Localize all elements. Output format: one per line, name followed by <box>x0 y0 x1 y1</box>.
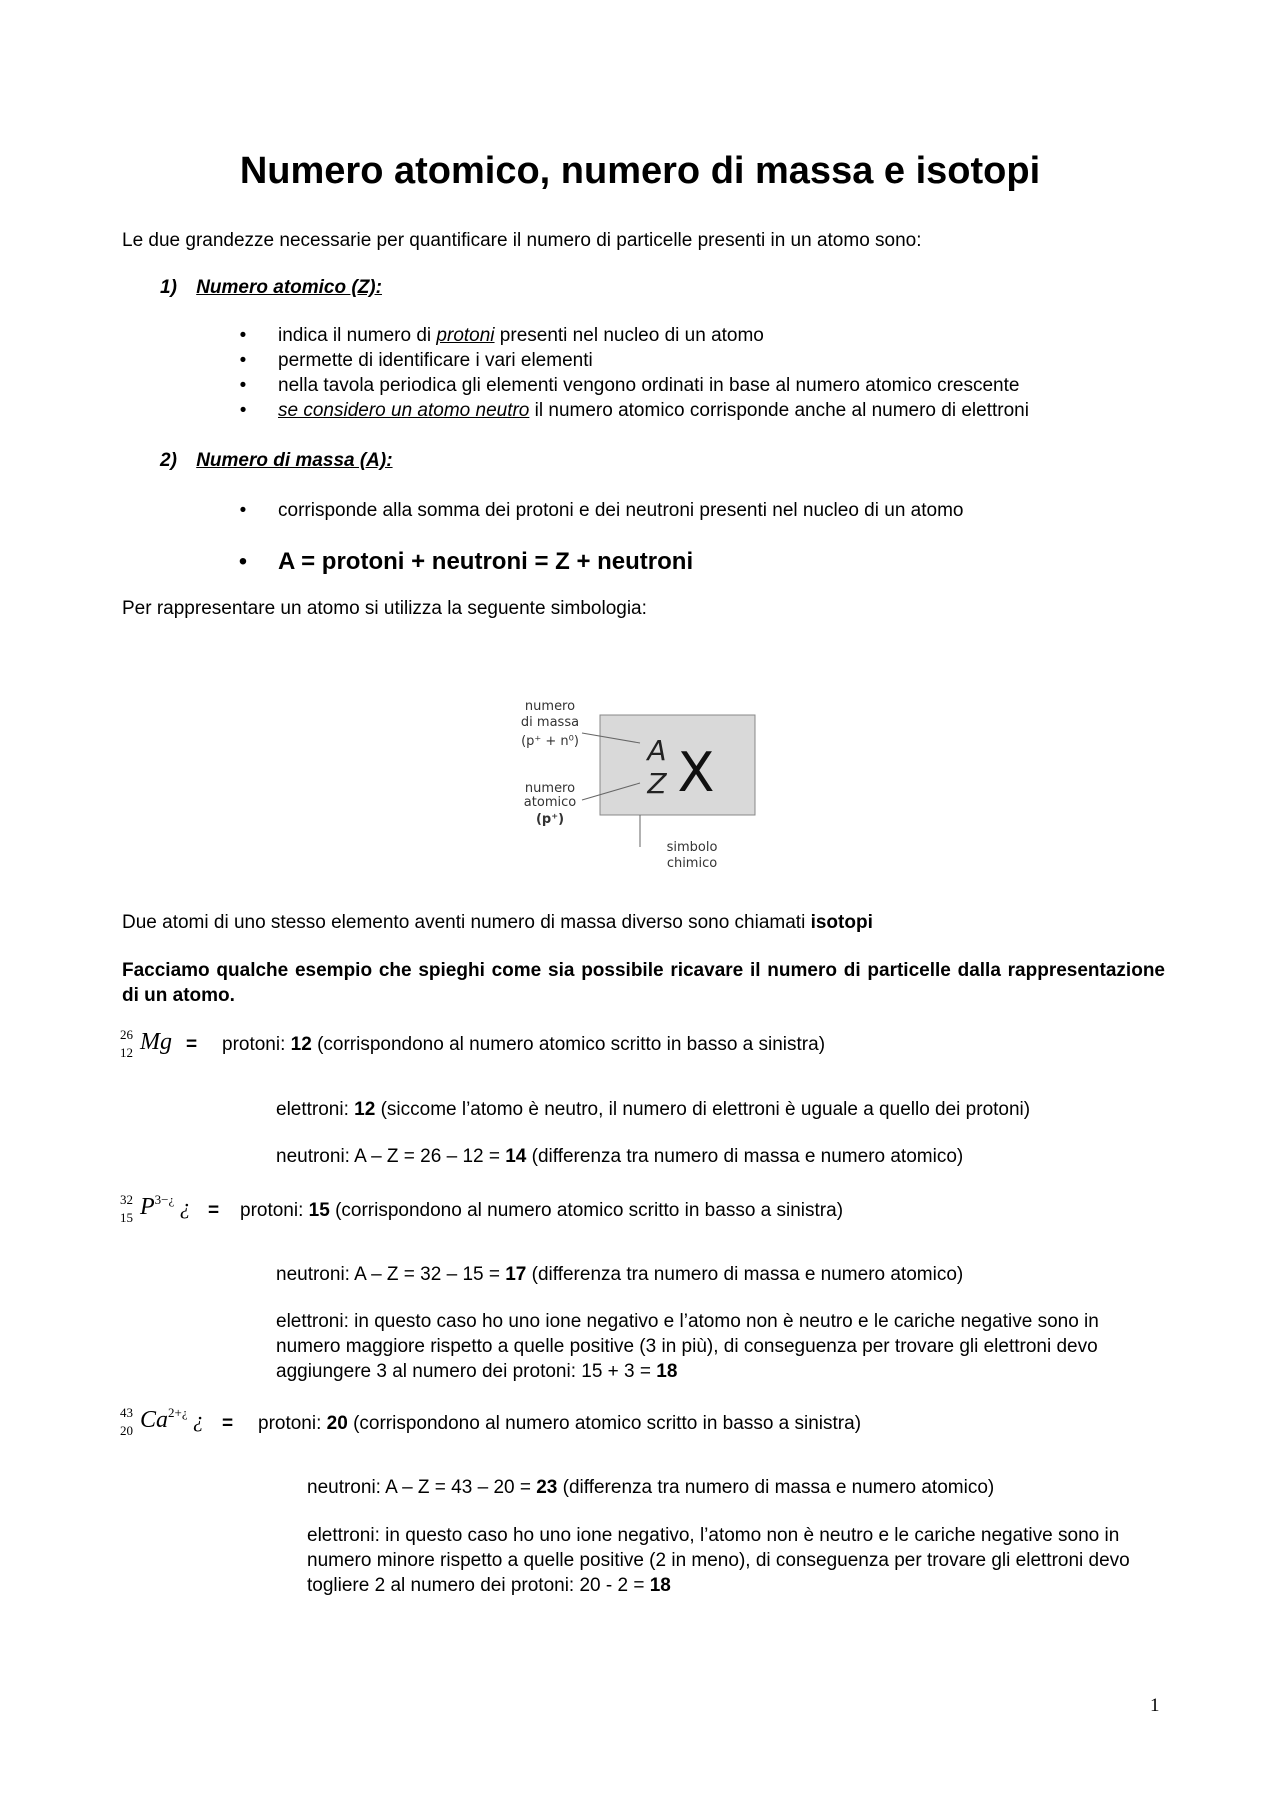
mg-notation <box>120 1027 172 1061</box>
mg-symbol: Mg <box>140 1029 172 1056</box>
p-symbol: P <box>140 1194 155 1221</box>
p-glyph: ¿ <box>179 1194 191 1220</box>
mass-label-line1: numero <box>524 699 576 714</box>
symbol-label-line2: chimico <box>666 856 718 871</box>
p-mass-number: 32 <box>120 1192 133 1207</box>
mg-mass-number: 26 <box>120 1027 133 1042</box>
section1-bullet-1: indica il numero di protoni presenti nel nucleo di un atomo <box>278 325 764 346</box>
atomic-label-line3: (p⁺) <box>535 812 565 827</box>
ca-neutroni: neutroni: A – Z = 43 – 20 = 23 (differenza tra numero di massa e numero atomico) <box>307 1477 995 1498</box>
page-title: Numero atomico, numero di massa e isotopi <box>239 150 1041 192</box>
mg-neutroni: neutroni: A – Z = 26 – 12 = 14 (differenza tra numero di massa e numero atomico) <box>276 1146 964 1167</box>
section2-number: 2) <box>160 450 177 471</box>
examples-intro: Facciamo qualche esempio che spieghi come sia possibile ricavare il numero di particelle dalla rappresentazione di un atomo. <box>122 960 1165 1006</box>
p-neutroni: neutroni: A – Z = 32 – 15 = 17 (differenza tra numero di massa e numero atomico) <box>276 1264 964 1285</box>
page-number: 1 <box>1150 1695 1160 1716</box>
ca-equals: = <box>222 1413 234 1434</box>
symbol-label-line1: simbolo <box>666 840 718 855</box>
mg-elettroni: elettroni: 12 (siccome l’atomo è neutro, il numero di elettroni è uguale a quello dei protoni) <box>276 1099 1031 1120</box>
bullet-icon: • <box>239 325 247 346</box>
bullet-icon: • <box>239 500 247 521</box>
section1-bullet-3: nella tavola periodica gli elementi vengono ordinati in base al numero atomico crescente <box>278 375 1020 396</box>
ca-protoni: protoni: 20 (corrispondono al numero atomico scritto in basso a sinistra) <box>258 1413 862 1434</box>
ca-notation <box>120 1405 204 1439</box>
mg-protoni: protoni: 12 (corrispondono al numero atomico scritto in basso a sinistra) <box>222 1034 826 1055</box>
ca-mass-number: 43 <box>120 1405 133 1420</box>
isotopes-sentence: Due atomi di uno stesso elemento aventi numero di massa diverso sono chiamati isotopi <box>122 912 873 933</box>
ca-elettroni: elettroni: in questo caso ho uno ione negativo, l’atomo non è neutro e le cariche negative sono in numero minore rispetto a quelle positive (2 in meno), di conseguenza per trovare gli elettroni devo togliere 2 al numero dei protoni: 20 - 2 = 18 <box>307 1525 1130 1596</box>
mg-equals: = <box>186 1034 198 1055</box>
diagram-letter-a: A <box>647 734 667 767</box>
p-atomic-number: 15 <box>120 1210 133 1225</box>
p-equals: = <box>208 1200 220 1221</box>
ca-symbol: Ca <box>140 1407 169 1434</box>
section1-bullet-4: se considero un atomo neutro il numero atomico corrisponde anche al numero di elettroni <box>278 400 1029 421</box>
mg-atomic-number: 12 <box>120 1045 133 1060</box>
symbology-intro: Per rappresentare un atomo si utilizza la seguente simbologia: <box>122 598 647 619</box>
diagram-letter-z: Z <box>647 767 667 800</box>
section2-heading <box>160 450 393 472</box>
ca-charge: 2+¿ <box>168 1405 188 1421</box>
atomic-label-line1: numero <box>524 781 576 796</box>
intro-paragraph: Le due grandezze necessarie per quantificare il numero di particelle presenti in un atomo sono: <box>122 230 922 251</box>
atom-notation-diagram <box>510 695 770 880</box>
section2-bullet-1: corrisponde alla somma dei protoni e dei neutroni presenti nel nucleo di un atomo <box>278 500 964 521</box>
bullet-icon: • <box>239 350 247 371</box>
ca-atomic-number: 20 <box>120 1423 133 1438</box>
atomic-label-line2: atomico <box>523 795 577 810</box>
isotopes-term: isotopi <box>810 912 873 933</box>
section1-title: Numero atomico (Z): <box>196 277 382 298</box>
ca-glyph: ¿ <box>192 1407 204 1433</box>
mass-label-line3: (p⁺ + n⁰) <box>521 734 579 749</box>
p-notation <box>120 1192 191 1226</box>
bullet-icon: • <box>239 400 247 421</box>
bullet-icon: • <box>239 375 247 396</box>
p-protoni: protoni: 15 (corrispondono al numero atomico scritto in basso a sinistra) <box>240 1200 844 1221</box>
neutral-atom-emphasis: se considero un atomo neutro <box>278 400 530 421</box>
bullet-icon: • <box>238 548 248 575</box>
p-charge: 3−¿ <box>154 1192 175 1208</box>
protoni-emphasis: protoni <box>436 325 495 346</box>
section1-heading <box>160 277 382 299</box>
p-elettroni: elettroni: in questo caso ho uno ione negativo e l’atomo non è neutro e le cariche negative sono in numero maggiore rispetto a quelle positive (3 in più), di conseguenza per trovare gli elettroni devo aggiungere 3 al numero dei protoni: 15 + 3 = 18 <box>276 1311 1099 1382</box>
diagram-letter-x: X <box>677 741 715 804</box>
mass-formula: A = protoni + neutroni = Z + neutroni <box>278 548 694 575</box>
section1-number: 1) <box>160 277 177 298</box>
section1-bullet-2: permette di identificare i vari elementi <box>278 350 593 371</box>
section2-title: Numero di massa (A): <box>196 450 393 471</box>
mass-label-line2: di massa <box>520 715 580 730</box>
